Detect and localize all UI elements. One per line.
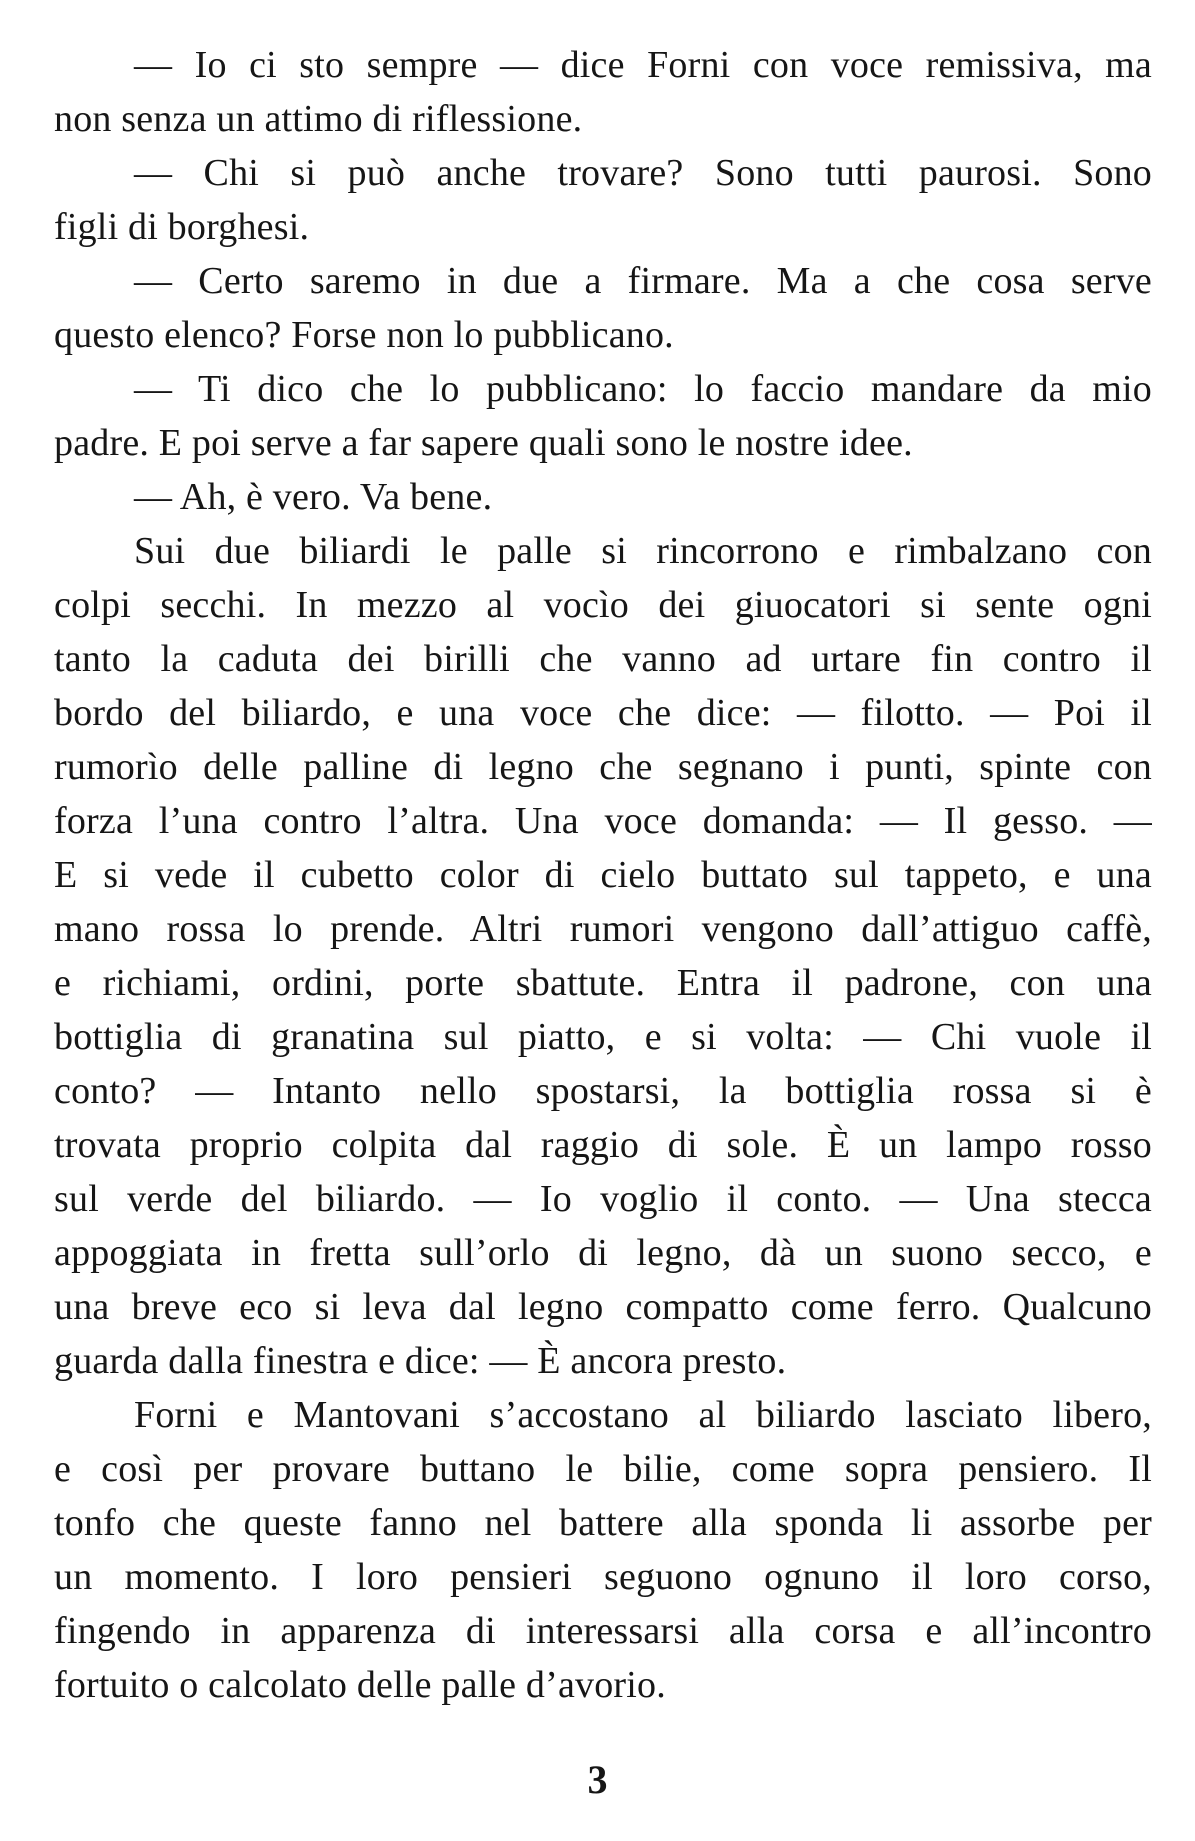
text-line: — Io ci sto sempre — dice Forni con voce remissiva, ma	[134, 44, 1152, 86]
text-line: non senza un attimo di riflessione.	[54, 98, 583, 140]
text-line: tonfo che queste fanno nel battere alla sponda li assorbe per	[54, 1502, 1152, 1544]
text-line: un momento. I loro pensieri seguono ognuno il loro corso,	[54, 1556, 1152, 1598]
text-line: colpi secchi. In mezzo al vocìo dei giuocatori si sente ogni	[54, 584, 1152, 626]
text-line: Forni e Mantovani s’accostano al biliardo lasciato libero,	[134, 1394, 1152, 1436]
text-line: rumorìo delle palline di legno che segnano i punti, spinte con	[54, 746, 1152, 788]
text-line: — Ti dico che lo pubblicano: lo faccio mandare da mio	[134, 368, 1152, 410]
text-line: Sui due biliardi le palle si rincorrono e rimbalzano con	[134, 530, 1152, 572]
text-line: figli di borghesi.	[54, 206, 310, 248]
text-line: — Certo saremo in due a firmare. Ma a che cosa serve	[134, 260, 1152, 302]
text-line: fortuito o calcolato delle palle d’avorio.	[54, 1664, 666, 1706]
text-line: una breve eco si leva dal legno compatto come ferro. Qualcuno	[54, 1286, 1152, 1328]
text-line: guarda dalla finestra e dice: — È ancora presto.	[54, 1340, 787, 1382]
text-line: conto? — Intanto nello spostarsi, la bottiglia rossa si è	[54, 1070, 1152, 1112]
text-line: e richiami, ordini, porte sbattute. Entra il padrone, con una	[54, 962, 1152, 1004]
page-number: 3	[587, 1757, 608, 1802]
text-line: questo elenco? Forse non lo pubblicano.	[54, 314, 674, 356]
text-line: mano rossa lo prende. Altri rumori vengono dall’attiguo caffè,	[54, 908, 1152, 950]
text-line: E si vede il cubetto color di cielo buttato sul tappeto, e una	[54, 854, 1152, 896]
text-line: bottiglia di granatina sul piatto, e si volta: — Chi vuole il	[54, 1016, 1152, 1058]
text-line: tanto la caduta dei birilli che vanno ad urtare fin contro il	[54, 638, 1152, 680]
text-line: appoggiata in fretta sull’orlo di legno, dà un suono secco, e	[54, 1232, 1152, 1274]
page-text	[54, 38, 1152, 1712]
text-line: e così per provare buttano le bilie, come sopra pensiero. Il	[54, 1448, 1152, 1490]
text-line: forza l’una contro l’altra. Una voce domanda: — Il gesso. —	[54, 800, 1152, 842]
text-line: — Ah, è vero. Va bene.	[134, 476, 493, 518]
text-line: fingendo in apparenza di interessarsi alla corsa e all’incontro	[54, 1610, 1152, 1652]
text-line: padre. E poi serve a far sapere quali sono le nostre idee.	[54, 422, 913, 464]
text-line: sul verde del biliardo. — Io voglio il conto. — Una stecca	[54, 1178, 1152, 1220]
text-line: trovata proprio colpita dal raggio di sole. È un lampo rosso	[54, 1124, 1152, 1166]
text-line: bordo del biliardo, e una voce che dice: — filotto. — Poi il	[54, 692, 1152, 734]
text-line: — Chi si può anche trovare? Sono tutti paurosi. Sono	[134, 152, 1152, 194]
